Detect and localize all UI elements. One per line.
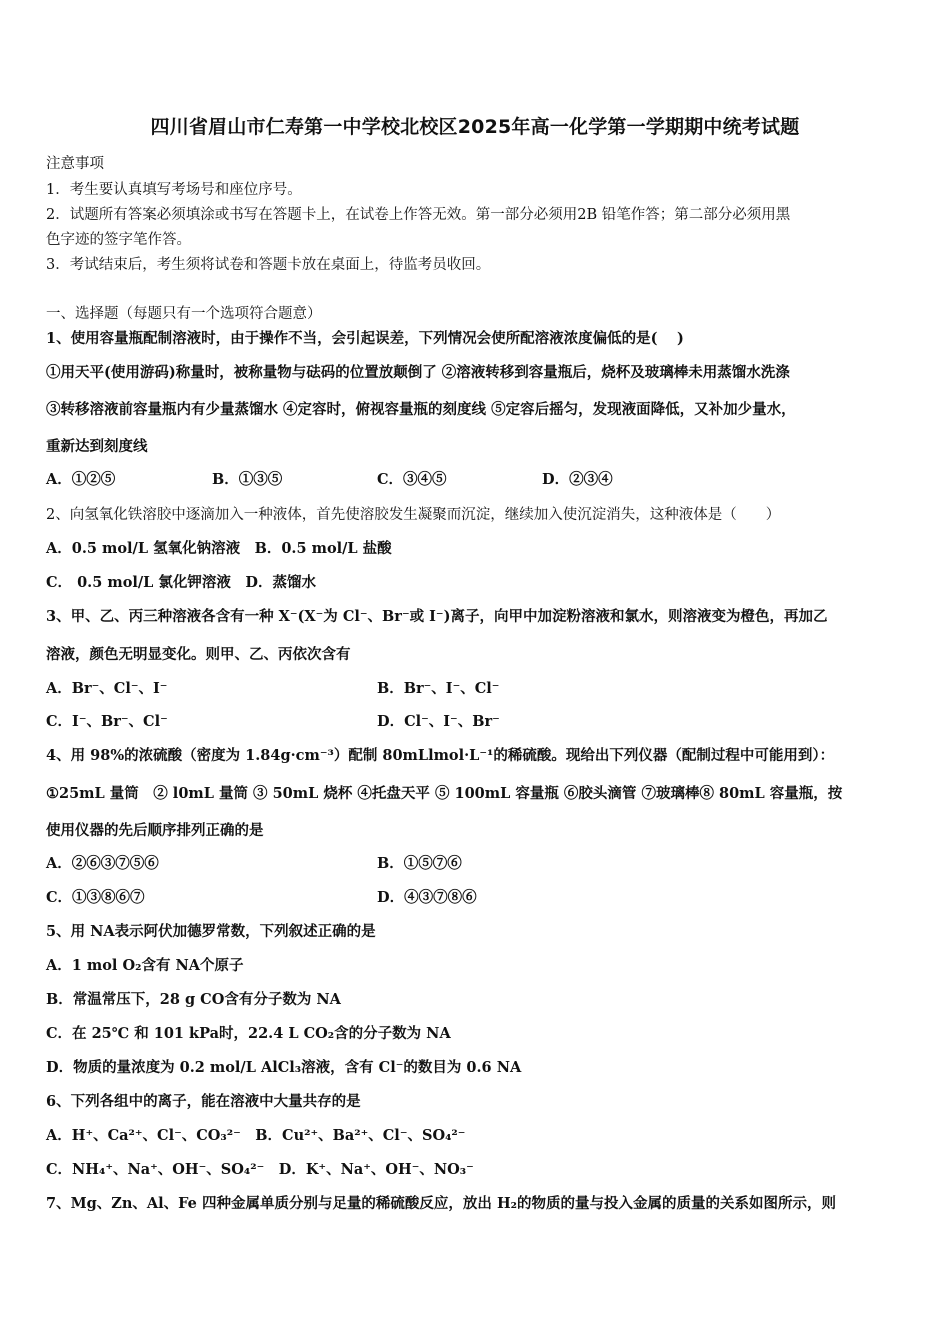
notice-item: 色字迹的签字笔作答。 <box>46 232 191 248</box>
question-1-stem: 1、使用容量瓶配制溶液时，由于操作不当，会引起误差，下列情况会使所配溶液浓度偏低的是( ) <box>46 330 684 347</box>
question-5-option-b: B．常温常压下，28 g CO含有分子数为 NA <box>46 991 341 1008</box>
section-heading: 一、选择题（每题只有一个选项符合题意） <box>46 306 322 322</box>
question-6-stem: 6、下列各组中的离子，能在溶液中大量共存的是 <box>46 1093 361 1110</box>
question-4-stem: 使用仪器的先后顺序排列正确的是 <box>46 822 264 839</box>
question-3-stem: 3、甲、乙、丙三种溶液各含有一种 X⁻(X⁻为 Cl⁻、Br⁻或 I⁻)离子，向甲中加淀粉溶液和氯水，则溶液变为橙色，再加乙 <box>46 608 828 625</box>
question-5-option-c: C．在 25℃ 和 101 kPa时，22.4 L CO₂含的分子数为 NA <box>46 1025 451 1042</box>
question-5-stem: 5、用 NA表示阿伏加德罗常数，下列叙述正确的是 <box>46 923 376 940</box>
question-4-stem: ①25mL 量筒 ② l0mL 量筒 ③ 50mL 烧杯 ④托盘天平 ⑤ 100mL 容量瓶 ⑥胶头滴管 ⑦玻璃棒⑧ 80mL 容量瓶，按 <box>46 785 843 802</box>
question-6-options-ab: A．H⁺、Ca²⁺、Cl⁻、CO₃²⁻ B．Cu²⁺、Ba²⁺、Cl⁻、SO₄²⁻ <box>46 1127 466 1144</box>
question-1-option-b: B．①③⑤ <box>212 471 283 488</box>
question-1-line: ③转移溶液前容量瓶内有少量蒸馏水 ④定容时，俯视容量瓶的刻度线 ⑤定容后摇匀，发现液面降低，又补加少量水， <box>46 401 796 418</box>
question-1-line: ①用天平(使用游码)称量时，被称量物与砝码的位置放颠倒了 ②溶液转移到容量瓶后，烧杯及玻璃棒未用蒸馏水洗涤 <box>46 364 790 381</box>
question-1-option-d: D．②③④ <box>542 471 613 488</box>
question-3-option-d: D．Cl⁻、I⁻、Br⁻ <box>377 713 500 730</box>
question-1-option-c: C．③④⑤ <box>377 471 447 488</box>
question-7-stem: 7、Mg、Zn、Al、Fe 四种金属单质分别与足量的稀硫酸反应，放出 H₂的物质的量与投入金属的质量的关系如图所示，则 <box>46 1195 837 1212</box>
question-5-option-d: D．物质的量浓度为 0.2 mol/L AlCl₃溶液，含有 Cl⁻的数目为 0.6 NA <box>46 1059 522 1076</box>
question-2-stem: 2、向氢氧化铁溶胶中逐滴加入一种液体，首先使溶胶发生凝聚而沉淀，继续加入使沉淀消失，这种液体是（ ） <box>46 507 781 523</box>
notice-item: 2．试题所有答案必须填涂或书写在答题卡上，在试卷上作答无效。第一部分必须用2B 铅笔作答；第二部分必须用黑 <box>46 207 791 223</box>
notice-item: 1．考生要认真填写考场号和座位序号。 <box>46 182 302 198</box>
notice-heading: 注意事项 <box>46 156 104 172</box>
question-4-option-a: A．②⑥③⑦⑤⑥ <box>46 855 159 872</box>
question-2-options-ab: A．0.5 mol/L 氢氧化钠溶液 B．0.5 mol/L 盐酸 <box>46 540 392 557</box>
question-3-option-a: A．Br⁻、Cl⁻、I⁻ <box>46 680 168 697</box>
question-3-option-c: C．I⁻、Br⁻、Cl⁻ <box>46 713 168 730</box>
question-4-option-c: C．①③⑧⑥⑦ <box>46 889 145 906</box>
question-5-option-a: A．1 mol O₂含有 NA个原子 <box>46 957 244 974</box>
question-1-line: 重新达到刻度线 <box>46 438 148 455</box>
exam-title: 四川省眉山市仁寿第一中学校北校区2025年高一化学第一学期期中统考试题 <box>150 116 800 138</box>
question-6-options-cd: C．NH₄⁺、Na⁺、OH⁻、SO₄²⁻ D．K⁺、Na⁺、OH⁻、NO₃⁻ <box>46 1161 474 1178</box>
question-2-options-cd: C． 0.5 mol/L 氯化钾溶液 D．蒸馏水 <box>46 574 316 591</box>
question-3-stem: 溶液，颜色无明显变化。则甲、乙、丙依次含有 <box>46 646 351 663</box>
question-1-option-a: A．①②⑤ <box>46 471 116 488</box>
question-3-option-b: B．Br⁻、I⁻、Cl⁻ <box>377 680 500 697</box>
question-4-option-b: B．①⑤⑦⑥ <box>377 855 462 872</box>
question-4-stem: 4、用 98%的浓硫酸（密度为 1.84g·cm⁻³）配制 80mLlmol·L⁻¹的稀硫酸。现给出下列仪器（配制过程中可能用到）： <box>46 747 835 764</box>
question-4-option-d: D．④③⑦⑧⑥ <box>377 889 477 906</box>
notice-item: 3．考试结束后，考生须将试卷和答题卡放在桌面上，待监考员收回。 <box>46 257 491 273</box>
